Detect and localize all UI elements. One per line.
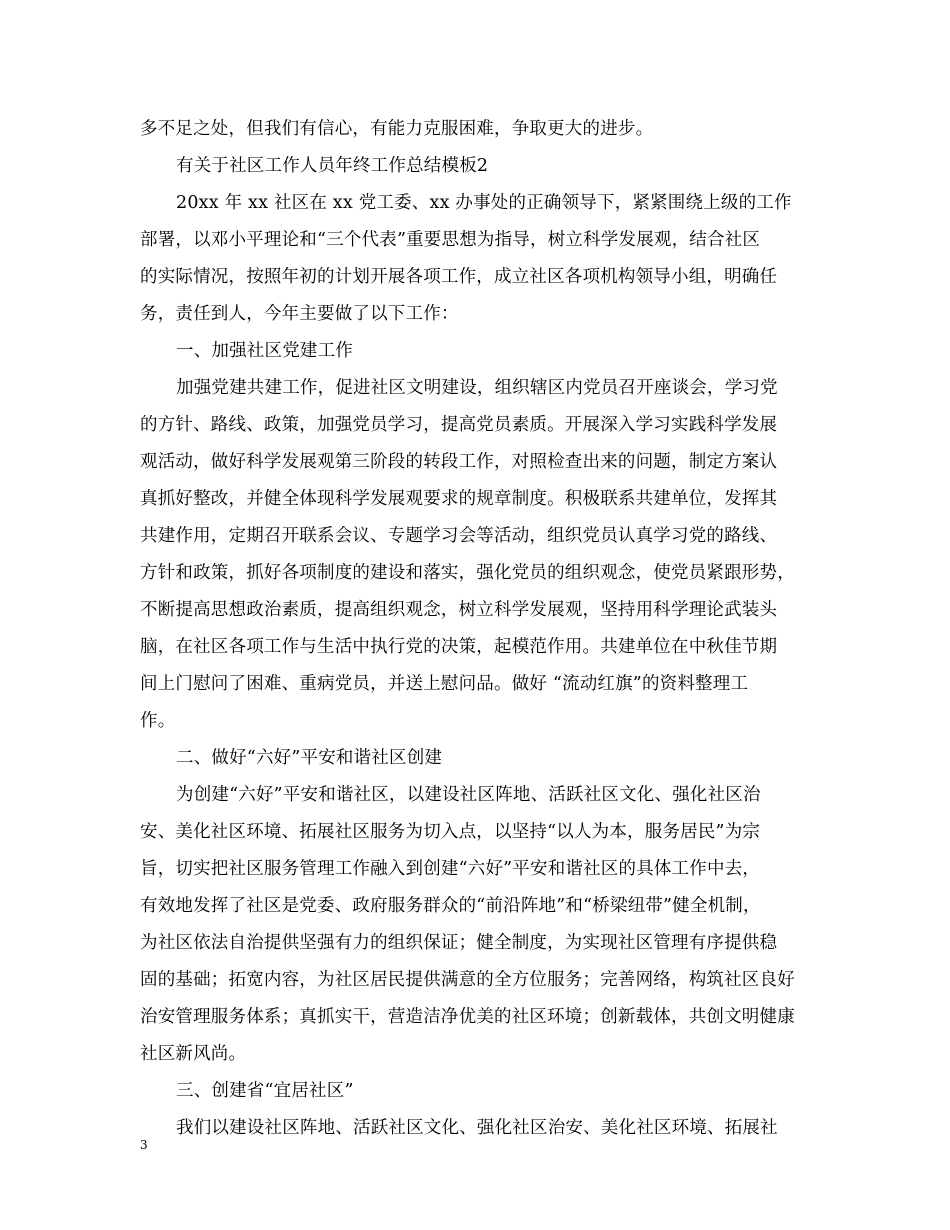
text-line: 共建作用，定期召开联系会议、专题学习会等活动，组织党员认真学习党的路线、	[140, 526, 778, 546]
text-line: 多不足之处，但我们有信心，有能力克服困难，争取更大的进步。	[140, 119, 654, 139]
text-line: 有效地发挥了社区是党委、政府服务群众的“前沿阵地”和“桥梁纽带”健全机制，	[140, 896, 761, 916]
text-line: 固的基础；拓宽内容，为社区居民提供满意的全方位服务；完善网络，构筑社区良好	[140, 970, 795, 990]
text-line: 观活动，做好科学发展观第三阶段的转段工作，对照检查出来的问题，制定方案认	[140, 452, 778, 472]
text-line: 旨，切实把社区服务管理工作融入到创建“六好”平安和谐社区的具体工作中去，	[140, 859, 761, 879]
section-heading: 三、创建省“宜居社区”	[176, 1081, 354, 1101]
text-line: 方针和政策，抓好各项制度的建设和落实，强化党员的组织观念，使党员紧跟形势，	[140, 563, 795, 583]
text-line: 务，责任到人，今年主要做了以下工作：	[140, 304, 459, 324]
text-line: 不断提高思想政治素质，提高组织观念，树立科学发展观，坚持用科学理论武装头	[140, 600, 778, 620]
section-heading: 一、加强社区党建工作	[176, 341, 353, 361]
page-number: 3	[140, 1138, 148, 1152]
text-line: 加强党建共建工作，促进社区文明建设，组织辖区内党员召开座谈会，学习党	[176, 378, 778, 398]
section-heading: 二、做好“六好”平安和谐社区创建	[176, 748, 443, 768]
text-line: 作。	[140, 711, 176, 731]
text-line: 安、美化社区环境、拓展社区服务为切入点，以坚持“以人为本，服务居民”为宗	[140, 822, 761, 842]
text-line: 为社区依法自治提供坚强有力的组织保证；健全制度，为实现社区管理有序提供稳	[140, 933, 778, 953]
text-line: 治安管理服务体系；真抓实干，营造洁净优美的社区环境；创新载体，共创文明健康	[140, 1007, 795, 1027]
text-line: 的方针、路线、政策，加强党员学习，提高党员素质。开展深入学习实践科学发展	[140, 415, 778, 435]
text-line: 为创建“六好”平安和谐社区，以建设社区阵地、活跃社区文化、强化社区治	[176, 785, 761, 805]
text-line: 20xx 年 xx 社区在 xx 党工委、xx 办事处的正确领导下，紧紧围绕上级的工作	[176, 193, 792, 213]
text-line: 我们以建设社区阵地、活跃社区文化、强化社区治安、美化社区环境、拓展社	[176, 1118, 778, 1138]
section-title: 有关于社区工作人员年终工作总结模板2	[176, 156, 489, 176]
text-line: 真抓好整改，并健全体现科学发展观要求的规章制度。积极联系共建单位，发挥其	[140, 489, 778, 509]
text-line: 间上门慰问了困难、重病党员，并送上慰问品。做好 “流动红旗”的资料整理工	[140, 674, 749, 694]
text-line: 部署，以邓小平理论和“三个代表”重要思想为指导，树立科学发展观，结合社区	[140, 230, 761, 250]
text-line: 社区新风尚。	[140, 1044, 247, 1064]
text-line: 的实际情况，按照年初的计划开展各项工作，成立社区各项机构领导小组，明确任	[140, 267, 778, 287]
text-line: 脑，在社区各项工作与生活中执行党的决策，起模范作用。共建单位在中秋佳节期	[140, 637, 778, 657]
